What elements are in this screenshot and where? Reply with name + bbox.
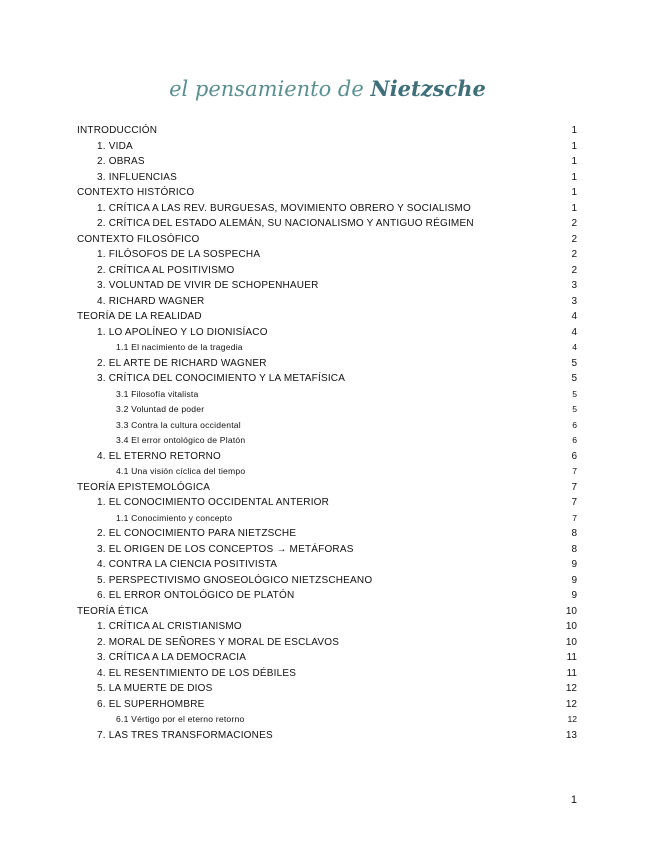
toc-entry-page: 9: [571, 559, 577, 570]
toc-entry-page: 1: [571, 202, 577, 214]
toc-entry-label: 5. PERSPECTIVISMO GNOSEOLÓGICO NIETZSCHEANO: [97, 574, 373, 586]
toc-entry-label: TEORÍA ÉTICA: [77, 605, 149, 617]
toc-entry-page: 7: [572, 512, 577, 523]
toc-entry-page: 3: [571, 280, 577, 291]
toc-entry-page: 4: [571, 311, 577, 322]
page-number: 1: [570, 794, 577, 806]
toc-entry-page: 8: [571, 543, 577, 555]
toc-entry-page: 13: [565, 729, 577, 741]
toc-entry-label: INTRODUCCIÓN: [77, 125, 158, 136]
toc-entry[interactable]: [77, 123, 577, 139]
toc-entry[interactable]: [77, 433, 577, 449]
toc-entry[interactable]: [77, 402, 577, 418]
toc-entry-label: 4. RICHARD WAGNER: [97, 295, 205, 307]
toc-entry[interactable]: [77, 635, 577, 651]
toc-entry[interactable]: [77, 139, 577, 155]
toc-entry[interactable]: [77, 154, 577, 170]
toc-entry-label: 1. EL CONOCIMIENTO OCCIDENTAL ANTERIOR: [97, 497, 330, 508]
toc-entry-label: 1.1 Conocimiento y concepto: [116, 512, 233, 523]
toc-entry-page: 5: [572, 404, 577, 414]
toc-entry-page: 11: [566, 652, 577, 663]
toc-entry-label: 5. LA MUERTE DE DIOS: [97, 683, 213, 694]
toc-entry-page: 12: [565, 698, 577, 710]
toc-entry[interactable]: [77, 418, 577, 434]
toc-entry[interactable]: [77, 247, 577, 263]
toc-entry[interactable]: [77, 619, 577, 635]
toc-entry-label: CONTEXTO HISTÓRICO: [77, 187, 195, 198]
toc-entry[interactable]: [77, 309, 577, 325]
title-emphasis: Nietzsche: [370, 76, 486, 101]
toc-entry-label: 2. EL ARTE DE RICHARD WAGNER: [97, 357, 267, 369]
toc-entry-page: 1: [571, 156, 577, 167]
toc-entry-page: 4: [571, 326, 577, 338]
toc-entry-label: 1. FILÓSOFOS DE LA SOSPECHA: [97, 249, 261, 260]
toc-entry-page: 1: [571, 187, 577, 198]
toc-entry[interactable]: [77, 526, 577, 542]
toc-entry-label: 4. EL RESENTIMIENTO DE LOS DÉBILES: [97, 667, 297, 679]
toc-entry-page: 8: [571, 528, 577, 539]
toc-entry-page: 7: [572, 466, 577, 476]
toc-entry-label: 3.3 Contra la cultura occidental: [116, 419, 241, 430]
toc-entry-label: 3. CRÍTICA A LA DEMOCRACIA: [97, 652, 247, 663]
toc-entry-page: 9: [571, 590, 577, 601]
toc-entry-page: 2: [571, 233, 577, 245]
table-of-contents: [77, 123, 577, 743]
toc-entry[interactable]: [77, 340, 577, 356]
toc-entry[interactable]: [77, 573, 577, 589]
toc-entry-label: 2. OBRAS: [97, 156, 145, 167]
toc-entry-label: 2. CRÍTICA AL POSITIVISMO: [97, 264, 235, 276]
toc-entry-page: 7: [571, 481, 577, 493]
toc-entry-page: 2: [571, 264, 577, 276]
toc-entry-label: 3. VOLUNTAD DE VIVIR DE SCHOPENHAUER: [97, 280, 319, 291]
toc-entry-label: 2. EL CONOCIMIENTO PARA NIETZSCHE: [97, 528, 297, 539]
title-prefix: el pensamiento de: [169, 77, 364, 101]
toc-entry[interactable]: [77, 278, 577, 294]
toc-entry[interactable]: [77, 170, 577, 186]
toc-entry[interactable]: [77, 356, 577, 372]
toc-entry[interactable]: [77, 588, 577, 604]
toc-entry[interactable]: [77, 650, 577, 666]
toc-entry-page: 4: [572, 342, 577, 352]
toc-entry-page: 7: [571, 497, 577, 508]
toc-entry-page: 2: [571, 218, 577, 229]
toc-entry-label: CONTEXTO FILOSÓFICO: [77, 233, 200, 245]
toc-entry-label: 1. LO APOLÍNEO Y LO DIONISÍACO: [97, 326, 268, 338]
toc-entry[interactable]: [77, 263, 577, 279]
toc-entry-page: 1: [571, 171, 577, 183]
toc-entry[interactable]: [77, 728, 577, 744]
toc-entry-label: 4. EL ETERNO RETORNO: [97, 450, 222, 462]
toc-entry-label: 4. CONTRA LA CIENCIA POSITIVISTA: [97, 559, 278, 570]
toc-entry-page: 9: [571, 574, 577, 586]
toc-entry[interactable]: [77, 666, 577, 682]
toc-entry-page: 12: [565, 683, 577, 694]
toc-entry-label: 2. MORAL DE SEÑORES Y MORAL DE ESCLAVOS: [97, 636, 340, 648]
toc-entry[interactable]: [77, 495, 577, 511]
toc-entry-label: 6.1 Vértigo por el eterno retorno: [116, 714, 245, 724]
toc-entry-page: 5: [571, 357, 577, 369]
toc-entry-page: 6: [572, 419, 577, 430]
toc-entry-page: 5: [571, 373, 577, 384]
toc-entry[interactable]: [77, 232, 577, 248]
toc-entry-label: 3. INFLUENCIAS: [97, 171, 178, 183]
toc-entry[interactable]: [77, 216, 577, 232]
toc-entry[interactable]: [77, 604, 577, 620]
toc-entry[interactable]: [77, 464, 577, 480]
toc-entry-label: 6. EL ERROR ONTOLÓGICO DE PLATÓN: [97, 590, 295, 601]
toc-entry[interactable]: [77, 712, 577, 728]
toc-entry[interactable]: [77, 542, 577, 558]
toc-entry[interactable]: [77, 681, 577, 697]
toc-entry-page: 2: [571, 249, 577, 260]
toc-entry-label: 3.2 Voluntad de poder: [116, 404, 205, 414]
toc-entry-page: 10: [565, 636, 577, 648]
toc-entry-page: 6: [571, 450, 577, 462]
toc-entry[interactable]: [77, 201, 577, 217]
toc-entry-page: 10: [565, 605, 577, 617]
toc-entry-page: 5: [572, 388, 577, 399]
toc-entry-label: 1. CRÍTICA A LAS REV. BURGUESAS, MOVIMIENTO OBRERO Y SOCIALISMO: [97, 202, 472, 214]
toc-entry-label: 3.1 Filosofía vitalista: [116, 388, 199, 399]
toc-entry-page: 10: [565, 621, 577, 632]
toc-entry-page: 6: [572, 435, 577, 445]
toc-entry[interactable]: [77, 480, 577, 496]
toc-entry-page: 3: [571, 295, 577, 307]
toc-entry[interactable]: [77, 557, 577, 573]
toc-entry[interactable]: [77, 449, 577, 465]
toc-entry-label: 6. EL SUPERHOMBRE: [97, 698, 205, 710]
toc-entry-label: 2. CRÍTICA DEL ESTADO ALEMÁN, SU NACIONALISMO Y ANTIGUO RÉGIMEN: [97, 218, 474, 229]
toc-entry-page: 11: [566, 667, 577, 679]
toc-entry-page: 1: [571, 125, 577, 136]
toc-entry[interactable]: [77, 185, 577, 201]
toc-entry-label: 3.4 El error ontológico de Platón: [116, 435, 246, 445]
toc-entry[interactable]: [77, 371, 577, 387]
toc-entry[interactable]: [77, 697, 577, 713]
toc-entry[interactable]: [77, 387, 577, 403]
toc-entry-page: 12: [567, 714, 577, 724]
toc-entry-label: 1. VIDA: [97, 140, 133, 152]
toc-entry-label: TEORÍA EPISTEMOLÓGICA: [77, 481, 211, 493]
toc-entry-label: 3. EL ORIGEN DE LOS CONCEPTOS → METÁFORAS: [97, 543, 354, 555]
toc-entry-label: 1.1 El nacimiento de la tragedia: [116, 342, 243, 352]
toc-entry-label: 7. LAS TRES TRANSFORMACIONES: [97, 729, 273, 741]
toc-entry-label: 4.1 Una visión cíclica del tiempo: [116, 466, 246, 476]
toc-entry[interactable]: [77, 511, 577, 527]
toc-entry-label: 1. CRÍTICA AL CRISTIANISMO: [97, 621, 242, 632]
toc-entry-label: TEORÍA DE LA REALIDAD: [77, 311, 202, 322]
toc-entry[interactable]: [77, 325, 577, 341]
document-title: [0, 74, 655, 104]
toc-entry-page: 1: [571, 140, 577, 152]
toc-entry[interactable]: [77, 294, 577, 310]
toc-entry-label: 3. CRÍTICA DEL CONOCIMIENTO Y LA METAFÍSICA: [97, 373, 346, 384]
